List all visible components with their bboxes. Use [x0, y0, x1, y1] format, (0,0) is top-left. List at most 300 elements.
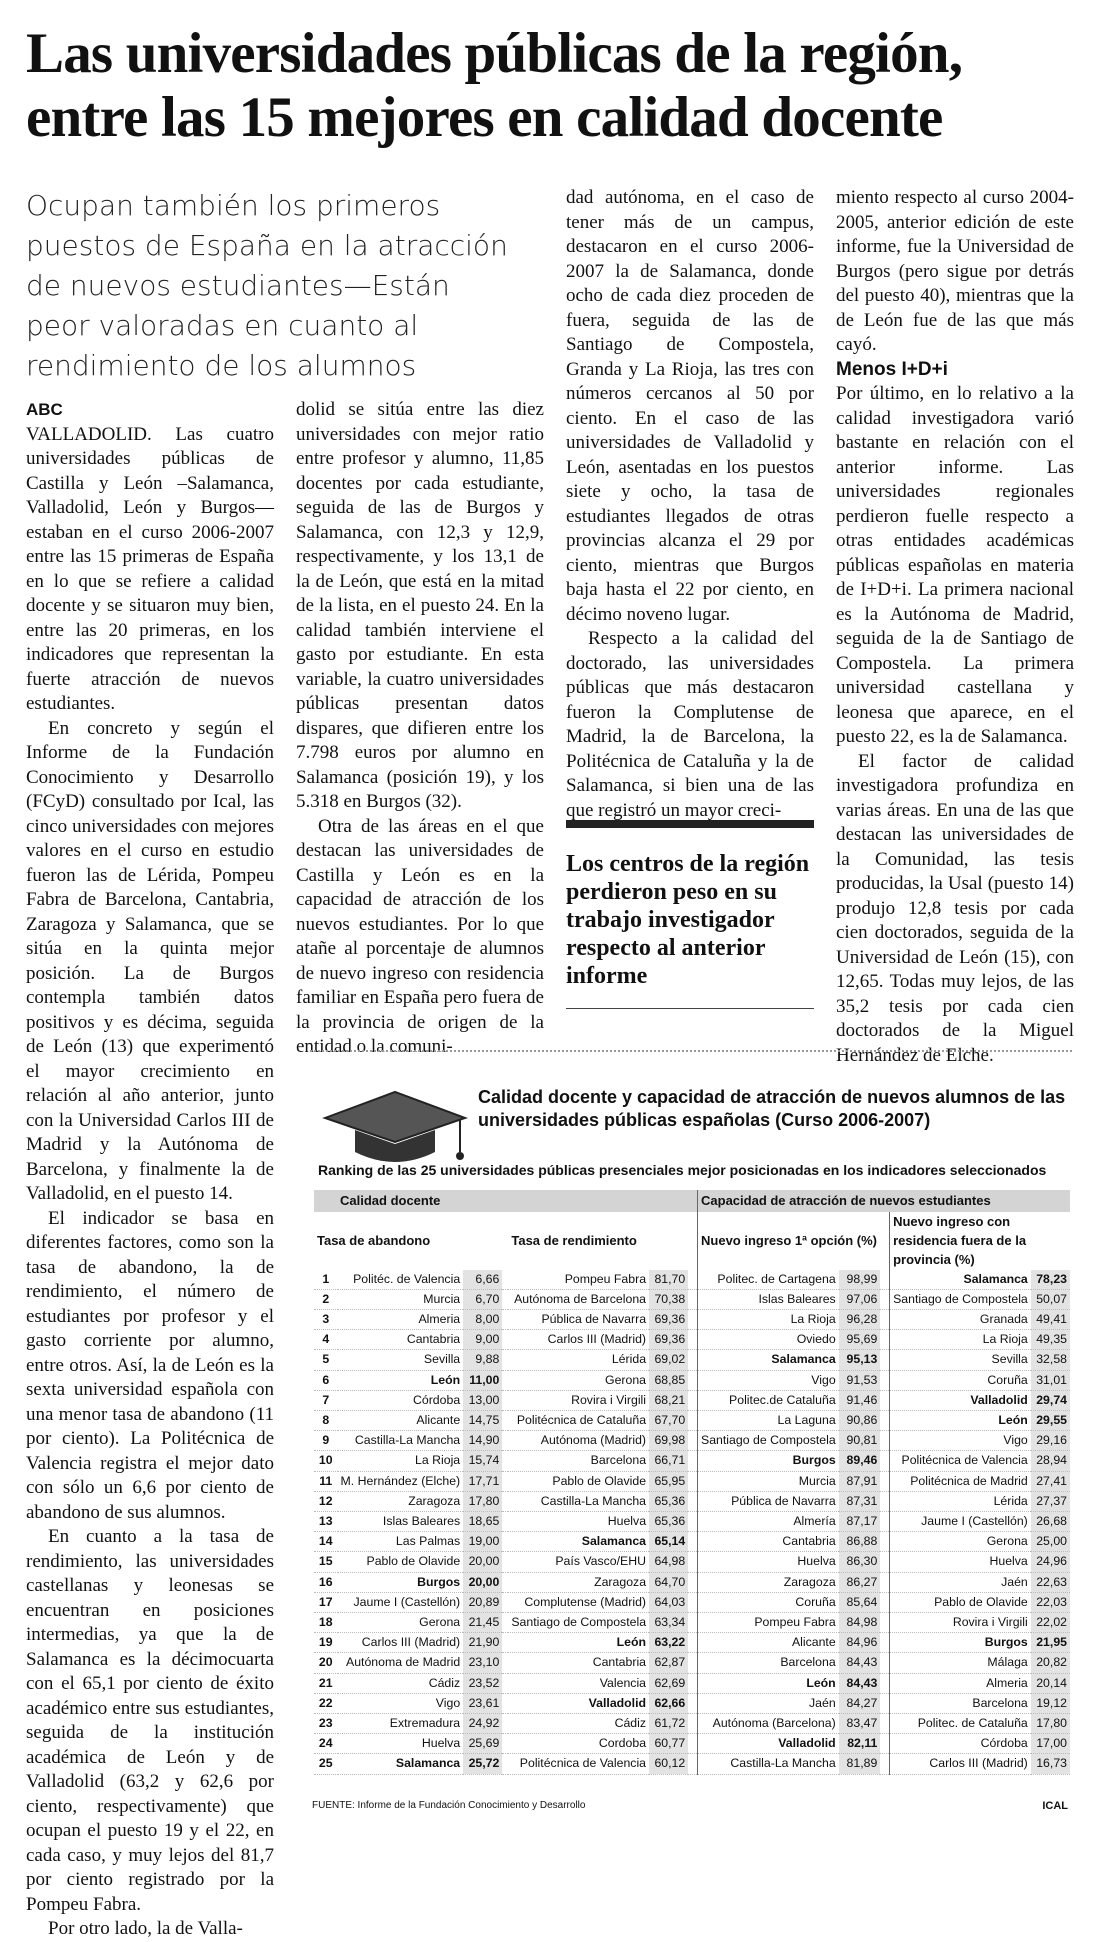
paragraph: dad autónoma, en el caso de tener más de un campus, destacaron en el curso 2006-2007 la de Salamanca, donde ocho de cada diez proceden de fuera, seguida de las de Santiago de Compostela, Granda y La Rioja, las tres con números cercanos al 50 por ciento. En el caso de las universidades de Valladolid y León, asentadas en los puestos siete y ocho, la tasa de estudiantes llegados de otras provincias alcanza el 29 por ciento, mientras que Burgos baja hasta el 22 por ciento, en décimo noveno lugar.: [566, 187, 814, 625]
article-column-3: [566, 186, 814, 823]
ranking-table: [314, 1190, 1070, 1775]
header-residencia-fuera: Nuevo ingreso con residencia fuera de la provincia (%): [893, 1214, 1027, 1268]
article-column-4: [836, 186, 1074, 1068]
university-cell: Politec. de Cataluña: [890, 1714, 1031, 1734]
value-cell: 24,92: [463, 1714, 502, 1734]
value-cell: 84,43: [839, 1653, 881, 1673]
cell-spacer: [688, 1714, 697, 1734]
table-row: [314, 1572, 1070, 1592]
rank-cell: 2: [314, 1289, 338, 1309]
university-cell: Politécnica de Valencia: [508, 1754, 649, 1774]
university-cell: Alicante: [338, 1411, 464, 1431]
university-cell: Jaume I (Castellón): [338, 1592, 464, 1612]
university-cell: Valladolid: [890, 1390, 1031, 1410]
university-cell: Zaragoza: [698, 1572, 839, 1592]
value-cell: 28,94: [1031, 1451, 1070, 1471]
university-cell: Almeria: [338, 1310, 464, 1330]
value-cell: 95,69: [839, 1330, 881, 1350]
university-cell: Castilla-La Mancha: [698, 1754, 839, 1774]
cell-spacer: [688, 1734, 697, 1754]
rank-cell: 22: [314, 1693, 338, 1713]
value-cell: 96,28: [839, 1310, 881, 1330]
university-cell: Vigo: [890, 1431, 1031, 1451]
table-row: [314, 1411, 1070, 1431]
value-cell: 49,35: [1031, 1330, 1070, 1350]
rank-cell: 16: [314, 1572, 338, 1592]
university-cell: Lérida: [508, 1350, 649, 1370]
paragraph: Por último, en lo relativo a la calidad investigadora varió bastante en relación con el anterior informe. Las universidades regionales perdieron fuelle respecto a otras entidades académicas públicas españolas en materia de I+D+i. La primera nacional es la Autónoma de Madrid, seguida de la de Santiago de Compostela. La primera universidad castellana y leonesa que aparece, en el puesto 22, es la de Salamanca.: [836, 383, 1074, 747]
university-cell: Almeria: [890, 1673, 1031, 1693]
value-cell: 23,52: [463, 1673, 502, 1693]
university-cell: Jaén: [890, 1572, 1031, 1592]
value-cell: 90,81: [839, 1431, 881, 1451]
value-cell: 65,95: [649, 1471, 688, 1491]
university-cell: Zaragoza: [338, 1491, 464, 1511]
value-cell: 17,80: [463, 1491, 502, 1511]
cell-spacer: [880, 1471, 889, 1491]
cell-spacer: [880, 1754, 889, 1774]
value-cell: 69,36: [649, 1310, 688, 1330]
cell-spacer: [688, 1491, 697, 1511]
cell-spacer: [880, 1330, 889, 1350]
cell-spacer: [880, 1491, 889, 1511]
infographic-rule: [310, 1050, 1072, 1052]
value-cell: 26,68: [1031, 1512, 1070, 1532]
cell-spacer: [688, 1411, 697, 1431]
university-cell: Valladolid: [508, 1693, 649, 1713]
paragraph: Otra de las áreas en el que destacan las universidades de Castilla y León es en la capacidad de atracción de los nuevos estudiantes. Por lo que atañe al porcentaje de alumnos de nuevo ingreso con residencia familiar en España pero fuera de la provincia de origen de la entidad o la comuni-: [296, 815, 544, 1057]
cell-spacer: [880, 1552, 889, 1572]
rank-cell: 19: [314, 1633, 338, 1653]
university-cell: Burgos: [338, 1572, 464, 1592]
university-cell: Carlos III (Madrid): [338, 1633, 464, 1653]
value-cell: 23,61: [463, 1693, 502, 1713]
value-cell: 64,70: [649, 1572, 688, 1592]
rank-cell: 1: [314, 1270, 338, 1290]
university-cell: León: [508, 1633, 649, 1653]
rank-cell: 10: [314, 1451, 338, 1471]
value-cell: 62,69: [649, 1673, 688, 1693]
university-cell: Cordoba: [508, 1734, 649, 1754]
header-sep-2: [688, 1212, 697, 1270]
value-cell: 29,55: [1031, 1411, 1070, 1431]
university-cell: Las Palmas: [338, 1532, 464, 1552]
university-cell: Barcelona: [890, 1693, 1031, 1713]
university-cell: Castilla-La Mancha: [338, 1431, 464, 1451]
university-cell: Salamanca: [890, 1270, 1031, 1290]
value-cell: 87,31: [839, 1491, 881, 1511]
university-cell: Salamanca: [338, 1754, 464, 1774]
table-row: [314, 1310, 1070, 1330]
university-cell: Autónoma de Barcelona: [508, 1289, 649, 1309]
value-cell: 84,27: [839, 1693, 881, 1713]
value-cell: 15,74: [463, 1451, 502, 1471]
cell-spacer: [688, 1754, 697, 1774]
university-cell: Gerona: [890, 1532, 1031, 1552]
value-cell: 6,70: [463, 1289, 502, 1309]
pull-quote-rule: [566, 1008, 814, 1009]
header-sep-3: [880, 1212, 889, 1270]
table-row: [314, 1754, 1070, 1774]
cell-spacer: [688, 1653, 697, 1673]
value-cell: 68,21: [649, 1390, 688, 1410]
cell-spacer: [880, 1289, 889, 1309]
cell-spacer: [688, 1451, 697, 1471]
headline: Las universidades públicas de la región, entre las 15 mejores en calidad docente: [26, 22, 963, 149]
value-cell: 64,98: [649, 1552, 688, 1572]
value-cell: 63,22: [649, 1633, 688, 1653]
value-cell: 20,14: [1031, 1673, 1070, 1693]
university-cell: Córdoba: [338, 1390, 464, 1410]
paragraph: El indicador se basa en diferentes factores, como son la tasa de abandono, la de rendimiento, el número de estudiantes por profesor y el gasto corriente por alumno, entre otros. Así, la de León es la sexta universidad española con una menor tasa de abandono (11 por ciento). La Politécnica de Valencia registra el mejor dato con sólo un 6,6 por ciento de abandono de sus alumnos.: [26, 1207, 274, 1523]
value-cell: 21,95: [1031, 1633, 1070, 1653]
cell-spacer: [880, 1592, 889, 1612]
value-cell: 97,06: [839, 1289, 881, 1309]
value-cell: 14,75: [463, 1411, 502, 1431]
cell-spacer: [688, 1471, 697, 1491]
rank-cell: 25: [314, 1754, 338, 1774]
cell-spacer: [688, 1552, 697, 1572]
value-cell: 17,00: [1031, 1734, 1070, 1754]
university-cell: Vigo: [698, 1370, 839, 1390]
rank-cell: 11: [314, 1471, 338, 1491]
university-cell: La Rioja: [890, 1330, 1031, 1350]
cell-spacer: [880, 1350, 889, 1370]
table-row: [314, 1673, 1070, 1693]
value-cell: 86,88: [839, 1532, 881, 1552]
table-row: [314, 1330, 1070, 1350]
university-cell: Sevilla: [890, 1350, 1031, 1370]
university-cell: Salamanca: [508, 1532, 649, 1552]
university-cell: Huelva: [698, 1552, 839, 1572]
cell-spacer: [880, 1431, 889, 1451]
university-cell: Islas Baleares: [698, 1289, 839, 1309]
group-sep: [688, 1190, 697, 1212]
rank-cell: 12: [314, 1491, 338, 1511]
value-cell: 62,66: [649, 1693, 688, 1713]
value-cell: 91,46: [839, 1390, 881, 1410]
cell-spacer: [880, 1734, 889, 1754]
value-cell: 89,46: [839, 1451, 881, 1471]
university-cell: Coruña: [890, 1370, 1031, 1390]
value-cell: 95,13: [839, 1350, 881, 1370]
rank-cell: 13: [314, 1512, 338, 1532]
university-cell: Castilla-La Mancha: [508, 1491, 649, 1511]
cell-spacer: [688, 1370, 697, 1390]
university-cell: Politec.de Cataluña: [698, 1390, 839, 1410]
value-cell: 65,14: [649, 1532, 688, 1552]
paragraph: Por otro lado, la de Valla-: [48, 1918, 243, 1939]
rank-cell: 5: [314, 1350, 338, 1370]
university-cell: Rovira i Virgili: [508, 1390, 649, 1410]
value-cell: 8,00: [463, 1310, 502, 1330]
value-cell: 70,38: [649, 1289, 688, 1309]
cell-spacer: [688, 1512, 697, 1532]
university-cell: Pablo de Olavide: [338, 1552, 464, 1572]
group-calidad-docente: Calidad docente: [314, 1190, 502, 1212]
value-cell: 14,90: [463, 1431, 502, 1451]
university-cell: Politécnica de Cataluña: [508, 1411, 649, 1431]
cell-spacer: [688, 1572, 697, 1592]
table-row: [314, 1552, 1070, 1572]
university-cell: León: [890, 1411, 1031, 1431]
cell-spacer: [880, 1310, 889, 1330]
university-cell: Carlos III (Madrid): [508, 1330, 649, 1350]
rank-cell: 4: [314, 1330, 338, 1350]
cell-spacer: [880, 1370, 889, 1390]
cell-spacer: [880, 1532, 889, 1552]
value-cell: 91,53: [839, 1370, 881, 1390]
agency-credit: ICAL: [1042, 1800, 1068, 1812]
value-cell: 69,36: [649, 1330, 688, 1350]
paragraph: En cuanto a la tasa de rendimiento, las universidades castellanas y leonesas se encuentran en posiciones intermedias, ya que la de Salamanca es la décimocuarta con el 65,1 por ciento de éxito académico entre sus estudiantes, seguida de la institución académica de León y de Valladolid (63,2 y 62,6 por ciento, respectivamente) que ocupan el puesto 19 y el 22, en cada caso, y muy lejos del 81,7 por ciento registrado por la Pompeu Fabra.: [26, 1526, 274, 1915]
value-cell: 18,65: [463, 1512, 502, 1532]
university-cell: León: [698, 1673, 839, 1693]
university-cell: Gerona: [338, 1613, 464, 1633]
value-cell: 50,07: [1031, 1289, 1070, 1309]
rank-cell: 6: [314, 1370, 338, 1390]
university-cell: La Rioja: [338, 1451, 464, 1471]
pull-quote: Los centros de la región perdieron peso en su trabajo investigador respecto al anterior informe: [566, 820, 814, 990]
university-cell: Extremadura: [338, 1714, 464, 1734]
value-cell: 90,86: [839, 1411, 881, 1431]
university-cell: Murcia: [338, 1289, 464, 1309]
university-cell: Burgos: [698, 1451, 839, 1471]
cell-spacer: [688, 1673, 697, 1693]
table-row: [314, 1471, 1070, 1491]
university-cell: Pablo de Olavide: [508, 1471, 649, 1491]
university-cell: País Vasco/EHU: [508, 1552, 649, 1572]
infographic-subtitle: Ranking de las 25 universidades públicas presenciales mejor posicionadas en los indicadores seleccionados: [318, 1162, 1047, 1178]
value-cell: 87,91: [839, 1471, 881, 1491]
value-cell: 61,72: [649, 1714, 688, 1734]
table-row: [314, 1370, 1070, 1390]
university-cell: Cantabria: [698, 1532, 839, 1552]
university-cell: Salamanca: [698, 1350, 839, 1370]
value-cell: 9,00: [463, 1330, 502, 1350]
value-cell: 29,16: [1031, 1431, 1070, 1451]
value-cell: 66,71: [649, 1451, 688, 1471]
university-cell: Santiago de Compostela: [698, 1431, 839, 1451]
paragraph: El factor de calidad investigadora profundiza en varias áreas. En una de las que destacan las universidades de la Comunidad, las tesis producidas, la Usal (puesto 14) produjo 12,8 tesis por cada cien doctorados, seguida de la Universidad de León (15), con 12,65. Todas muy lejos, de las 35,2 tesis por cada cien doctorados de la Miguel Hernández de Elche.: [836, 750, 1074, 1066]
university-cell: Pablo de Olavide: [890, 1592, 1031, 1612]
university-cell: Cantabria: [508, 1653, 649, 1673]
table-row: [314, 1451, 1070, 1471]
university-cell: Cantabria: [338, 1330, 464, 1350]
value-cell: 86,30: [839, 1552, 881, 1572]
rank-cell: 18: [314, 1613, 338, 1633]
rank-cell: 23: [314, 1714, 338, 1734]
value-cell: 20,82: [1031, 1653, 1070, 1673]
university-cell: Barcelona: [698, 1653, 839, 1673]
value-cell: 17,80: [1031, 1714, 1070, 1734]
university-cell: Córdoba: [890, 1734, 1031, 1754]
cell-spacer: [880, 1411, 889, 1431]
value-cell: 62,87: [649, 1653, 688, 1673]
university-cell: Pública de Navarra: [698, 1491, 839, 1511]
cell-spacer: [880, 1512, 889, 1532]
cell-spacer: [688, 1330, 697, 1350]
value-cell: 21,45: [463, 1613, 502, 1633]
value-cell: 60,12: [649, 1754, 688, 1774]
source-note: FUENTE: Informe de la Fundación Conocimiento y Desarrollo: [312, 1800, 586, 1811]
paragraph: miento respecto al curso 2004-2005, anterior edición de este informe, fue la Universidad de Burgos (pero sigue por detrás del puesto 40), mientras que la de León fue de las que más cayó.: [836, 187, 1074, 355]
university-cell: Murcia: [698, 1471, 839, 1491]
university-cell: Cádiz: [508, 1714, 649, 1734]
value-cell: 11,00: [463, 1370, 502, 1390]
university-cell: Autónoma (Madrid): [508, 1431, 649, 1451]
value-cell: 29,74: [1031, 1390, 1070, 1410]
value-cell: 69,02: [649, 1350, 688, 1370]
university-cell: Oviedo: [698, 1330, 839, 1350]
value-cell: 6,66: [463, 1270, 502, 1290]
university-cell: Jaume I (Castellón): [890, 1512, 1031, 1532]
value-cell: 24,96: [1031, 1552, 1070, 1572]
value-cell: 60,77: [649, 1734, 688, 1754]
infographic-title: Calidad docente y capacidad de atracción de nuevos alumnos de las universidades públicas españolas (Curso 2006-2007): [478, 1087, 1066, 1130]
value-cell: 81,70: [649, 1270, 688, 1290]
ranking-table-body: [314, 1270, 1070, 1775]
cell-spacer: [880, 1653, 889, 1673]
university-cell: Politec. de Cartagena: [698, 1270, 839, 1290]
university-cell: Pompeu Fabra: [698, 1613, 839, 1633]
cell-spacer: [880, 1572, 889, 1592]
cell-spacer: [688, 1693, 697, 1713]
university-cell: Huelva: [890, 1552, 1031, 1572]
value-cell: 69,98: [649, 1431, 688, 1451]
cell-spacer: [880, 1633, 889, 1653]
table-row: [314, 1653, 1070, 1673]
value-cell: 16,73: [1031, 1754, 1070, 1774]
university-cell: Politécnica de Madrid: [890, 1471, 1031, 1491]
paragraph: En concreto y según el Informe de la Fundación Conocimiento y Desarrollo (FCyD) consultado por Ical, las cinco universidades con mejores valores en el curso en estudio fueron las de Lérida, Pompeu Fabra de Barcelona, Cantabria, Zaragoza y Salamanca, que se sitúa en la quinta mejor posición. La de Burgos contempla también datos positivos y es décima, seguida de León (13) que experimentó el mayor crecimiento en relación al año anterior, junto con la Universidad Carlos III de Madrid y la Autónoma de Barcelona, y finalmente la de Valladolid, en el puesto 14.: [26, 717, 274, 1204]
table-row: [314, 1390, 1070, 1410]
paragraph: VALLADOLID. Las cuatro universidades públicas de Castilla y León –Salamanca, Valladolid, León y Burgos— estaban en el curso 2006-2007 entre las 15 primeras de España en lo que se refiere a calidad docente y se situaron muy bien, entre las 20 primeras, en los indicadores que representan la fuerte atracción de nuevos estudiantes.: [26, 423, 274, 714]
cell-spacer: [688, 1350, 697, 1370]
table-row: [314, 1693, 1070, 1713]
group-gap-2: [508, 1190, 688, 1212]
value-cell: 25,72: [463, 1754, 502, 1774]
cell-spacer: [880, 1270, 889, 1290]
university-cell: Valencia: [508, 1673, 649, 1693]
value-cell: 63,34: [649, 1613, 688, 1633]
university-cell: Huelva: [338, 1734, 464, 1754]
university-cell: Islas Baleares: [338, 1512, 464, 1532]
university-cell: Autónoma (Barcelona): [698, 1714, 839, 1734]
rank-cell: 17: [314, 1592, 338, 1612]
university-cell: Cádiz: [338, 1673, 464, 1693]
article-column-1: [26, 398, 274, 1942]
value-cell: 27,37: [1031, 1491, 1070, 1511]
rank-cell: 15: [314, 1552, 338, 1572]
value-cell: 65,36: [649, 1491, 688, 1511]
infographic: [310, 1050, 1072, 1840]
value-cell: 65,36: [649, 1512, 688, 1532]
cell-spacer: [688, 1270, 697, 1290]
university-cell: Vigo: [338, 1693, 464, 1713]
cell-spacer: [880, 1390, 889, 1410]
university-cell: Autónoma de Madrid: [338, 1653, 464, 1673]
cell-spacer: [688, 1592, 697, 1612]
byline: ABC: [26, 400, 63, 419]
table-row: [314, 1512, 1070, 1532]
header-tasa-abandono: Tasa de abandono: [317, 1233, 431, 1249]
university-cell: M. Hernández (Elche): [338, 1471, 464, 1491]
value-cell: 31,01: [1031, 1370, 1070, 1390]
cell-spacer: [688, 1613, 697, 1633]
value-cell: 32,58: [1031, 1350, 1070, 1370]
value-cell: 22,03: [1031, 1592, 1070, 1612]
header-tasa-rendimiento: Tasa de rendimiento: [511, 1233, 637, 1249]
university-cell: Almería: [698, 1512, 839, 1532]
table-row: [314, 1734, 1070, 1754]
rank-cell: 24: [314, 1734, 338, 1754]
cell-spacer: [688, 1633, 697, 1653]
value-cell: 20,00: [463, 1552, 502, 1572]
table-row: [314, 1633, 1070, 1653]
value-cell: 23,10: [463, 1653, 502, 1673]
university-cell: Politéc. de Valencia: [338, 1270, 464, 1290]
university-cell: Politécnica de Valencia: [890, 1451, 1031, 1471]
university-cell: Lérida: [890, 1491, 1031, 1511]
cell-spacer: [880, 1673, 889, 1693]
university-cell: Rovira i Virgili: [890, 1613, 1031, 1633]
value-cell: 17,71: [463, 1471, 502, 1491]
paragraph: Respecto a la calidad del doctorado, las universidades públicas que más destacaron fueron la Complutense de Madrid, la de Barcelona, la Politécnica de Cataluña y la de Salamanca, si bien una de las que registró un mayor creci-: [566, 628, 814, 821]
table-row: [314, 1431, 1070, 1451]
value-cell: 83,47: [839, 1714, 881, 1734]
value-cell: 22,02: [1031, 1613, 1070, 1633]
value-cell: 81,89: [839, 1754, 881, 1774]
university-cell: Complutense (Madrid): [508, 1592, 649, 1612]
cell-spacer: [688, 1532, 697, 1552]
university-cell: Valladolid: [698, 1734, 839, 1754]
value-cell: 9,88: [463, 1350, 502, 1370]
rank-cell: 9: [314, 1431, 338, 1451]
university-cell: Santiago de Compostela: [890, 1289, 1031, 1309]
subheadline: Ocupan también los primeros puestos de España en la atracción de nuevos estudiantes—Están peor valoradas en cuanto al rendimiento de los alumnos: [26, 189, 508, 382]
value-cell: 84,96: [839, 1633, 881, 1653]
article-column-2: [296, 398, 544, 1060]
university-cell: Gerona: [508, 1370, 649, 1390]
value-cell: 84,98: [839, 1613, 881, 1633]
value-cell: 13,00: [463, 1390, 502, 1410]
university-cell: Carlos III (Madrid): [890, 1754, 1031, 1774]
university-cell: León: [338, 1370, 464, 1390]
university-cell: Huelva: [508, 1512, 649, 1532]
cell-spacer: [880, 1451, 889, 1471]
value-cell: 68,85: [649, 1370, 688, 1390]
value-cell: 87,17: [839, 1512, 881, 1532]
rank-cell: 8: [314, 1411, 338, 1431]
table-row: [314, 1532, 1070, 1552]
university-cell: Pompeu Fabra: [508, 1270, 649, 1290]
value-cell: 98,99: [839, 1270, 881, 1290]
cell-spacer: [688, 1310, 697, 1330]
cell-spacer: [880, 1693, 889, 1713]
value-cell: 25,00: [1031, 1532, 1070, 1552]
value-cell: 67,70: [649, 1411, 688, 1431]
rank-cell: 21: [314, 1673, 338, 1693]
value-cell: 27,41: [1031, 1471, 1070, 1491]
value-cell: 19,00: [463, 1532, 502, 1552]
university-cell: Alicante: [698, 1633, 839, 1653]
cell-spacer: [688, 1289, 697, 1309]
university-cell: Sevilla: [338, 1350, 464, 1370]
value-cell: 49,41: [1031, 1310, 1070, 1330]
table-row: [314, 1350, 1070, 1370]
value-cell: 25,69: [463, 1734, 502, 1754]
